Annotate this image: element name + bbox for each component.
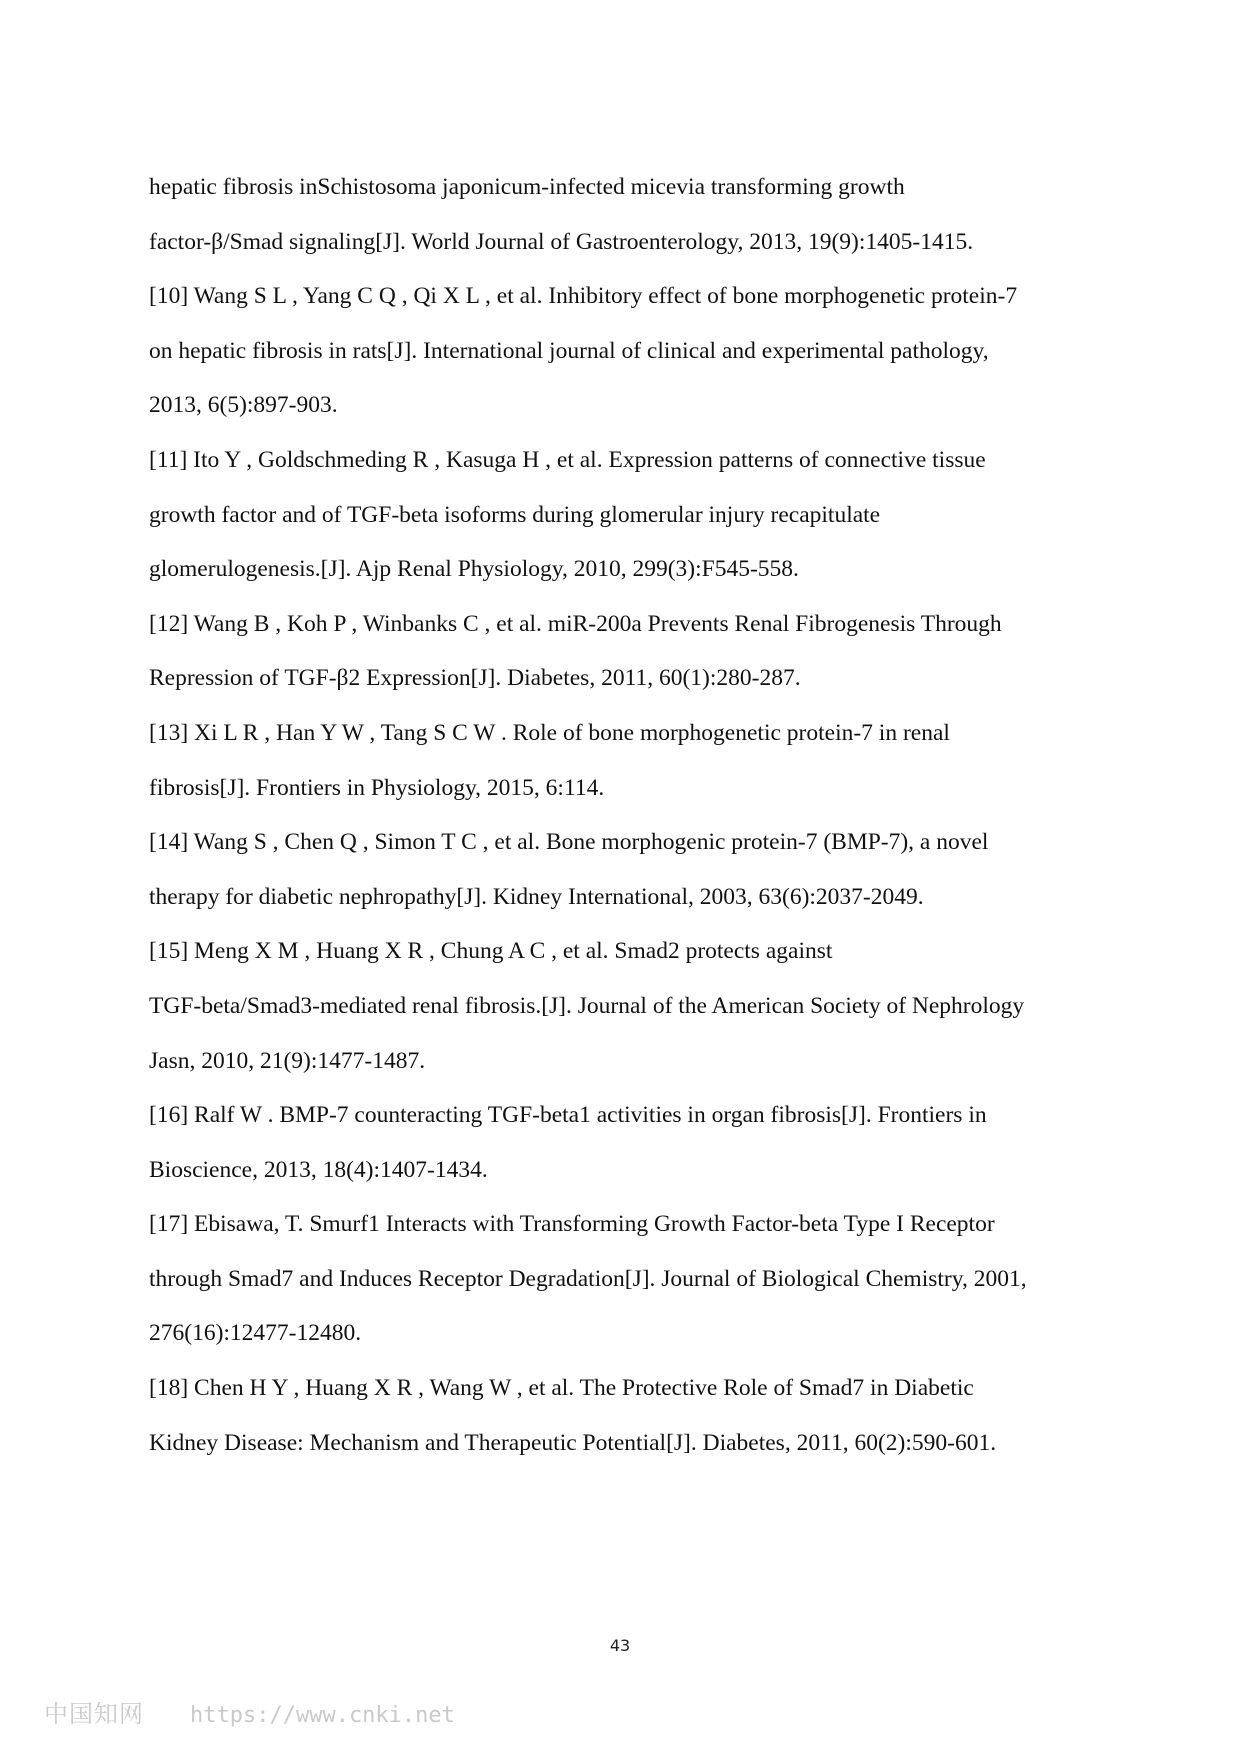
reference-line: factor-β/Smad signaling[J]. World Journal of Gastroenterology, 2013, 19(9):1405-1415. [149, 228, 974, 255]
reference-line: [10] Wang S L , Yang C Q , Qi X L , et al. Inhibitory effect of bone morphogenetic protein-7 [149, 283, 1018, 310]
reference-line: on hepatic fibrosis in rats[J]. International journal of clinical and experimental pathology, [149, 337, 989, 364]
reference-line: Jasn, 2010, 21(9):1477-1487. [149, 1047, 426, 1074]
reference-line: hepatic fibrosis inSchistosoma japonicum-infected micevia transforming growth [149, 174, 905, 200]
cnki-watermark [44, 1694, 455, 1729]
reference-line: [17] Ebisawa, T. Smurf1 Interacts with Transforming Growth Factor-beta Type I Receptor [149, 1211, 995, 1238]
reference-line: TGF-beta/Smad3-mediated renal fibrosis.[J]. Journal of the American Society of Nephrology [149, 992, 1025, 1019]
reference-line: [13] Xi L R , Han Y W , Tang S C W . Role of bone morphogenetic protein-7 in renal [149, 719, 950, 746]
reference-line: therapy for diabetic nephropathy[J]. Kidney International, 2003, 63(6):2037-2049. [149, 883, 924, 910]
reference-line: [16] Ralf W . BMP-7 counteracting TGF-beta1 activities in organ fibrosis[J]. Frontiers in [149, 1102, 987, 1129]
reference-line: 2013, 6(5):897-903. [149, 392, 338, 419]
reference-line: [15] Meng X M , Huang X R , Chung A C , et al. Smad2 protects against [149, 938, 833, 965]
reference-line: fibrosis[J]. Frontiers in Physiology, 2015, 6:114. [149, 774, 605, 801]
watermark-site-name: 中国知网 [44, 1700, 144, 1728]
reference-line: [11] Ito Y , Goldschmeding R , Kasuga H , et al. Expression patterns of connective tissue [149, 446, 986, 473]
reference-line: growth factor and of TGF-beta isoforms during glomerular injury recapitulate [149, 501, 881, 528]
watermark-url: https://www.cnki.net [190, 1703, 455, 1728]
reference-line: [18] Chen H Y , Huang X R , Wang W , et al. The Protective Role of Smad7 in Diabetic [149, 1375, 974, 1402]
reference-list [149, 160, 1109, 1470]
reference-line: [12] Wang B , Koh P , Winbanks C , et al. miR-200a Prevents Renal Fibrogenesis Through [149, 610, 1002, 637]
reference-line: Bioscience, 2013, 18(4):1407-1434. [149, 1156, 488, 1183]
reference-line: 276(16):12477-12480. [149, 1320, 362, 1347]
reference-line: glomerulogenesis.[J]. Ajp Renal Physiology, 2010, 299(3):F545-558. [149, 556, 799, 583]
reference-line: Kidney Disease: Mechanism and Therapeutic Potential[J]. Diabetes, 2011, 60(2):590-601. [149, 1429, 997, 1456]
page-number: 43 [609, 1636, 631, 1655]
reference-line: Repression of TGF-β2 Expression[J]. Diabetes, 2011, 60(1):280-287. [149, 665, 801, 692]
reference-line: [14] Wang S , Chen Q , Simon T C , et al. Bone morphogenic protein-7 (BMP-7), a novel [149, 829, 989, 856]
reference-line: through Smad7 and Induces Receptor Degradation[J]. Journal of Biological Chemistry, 2001, [149, 1265, 1027, 1292]
